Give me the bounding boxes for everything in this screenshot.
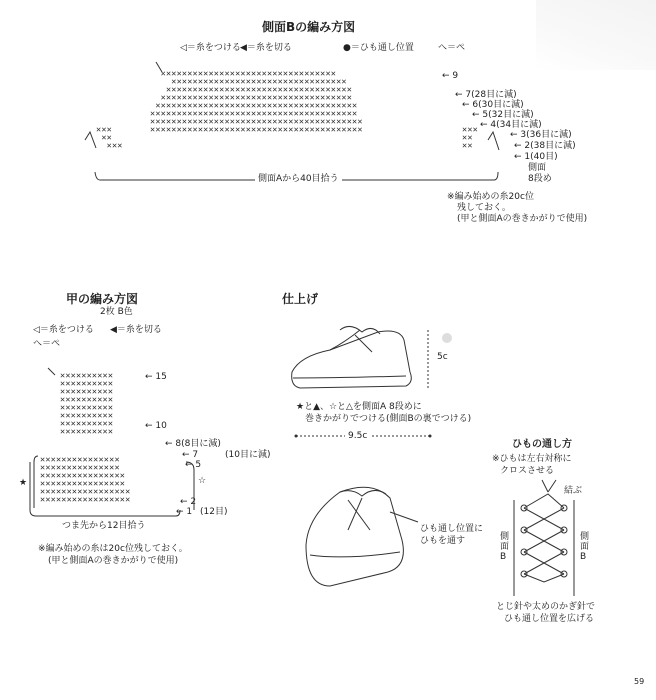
legend-dec: へ＝ペ	[438, 43, 466, 53]
legend-hole: ●＝ひも通し位置	[343, 43, 414, 53]
instep-row-15: ← 15	[145, 372, 167, 382]
lacing-note-1: ひも通し位置に	[420, 524, 484, 534]
instep-row-10: ← 10	[145, 421, 167, 431]
instep-row-7-note: (10目に減)	[225, 450, 271, 460]
lacing-bottom-1: とじ針や太めのかぎ針で	[496, 602, 596, 612]
white-star-mark-icon: ☆	[198, 476, 207, 486]
finish-text-2: 巻きかがりでつける(側面Bの裏でつける)	[305, 414, 472, 424]
legend-cut: ◀＝糸を切る	[240, 43, 292, 53]
row-label-9: ← 9	[442, 71, 459, 81]
instep-sub: 2枚 B色	[100, 307, 133, 317]
instep-row-2: ← 2	[180, 497, 197, 507]
finish-title: 仕上げ	[282, 292, 319, 306]
row-label-1: ← 1(40目)	[514, 152, 558, 162]
instep-legend-dec: へ＝ペ	[33, 339, 61, 349]
instep-row-5: ← 5	[185, 460, 202, 470]
row-label-7: ← 7(28目に減)	[455, 90, 517, 100]
lacing-bottom-2: ひも通し位置を広げる	[504, 614, 595, 624]
side-b-note-3: (甲と側面Aの巻きかがりで使用)	[457, 214, 588, 224]
instep-row-7: ← 7	[182, 450, 199, 460]
side-b-stitch-chart: ✕✕✕✕✕✕✕✕✕✕✕✕✕✕✕✕✕✕✕✕✕✕✕✕✕✕✕✕✕✕✕✕✕ ✕✕✕✕✕✕✕✕✕✕✕✕✕✕✕✕✕✕✕✕✕✕✕✕✕✕✕✕✕✕✕✕✕ ✕✕✕✕✕✕✕✕✕✕✕✕✕✕✕✕✕✕✕✕✕✕✕✕✕✕✕✕✕✕✕✕✕✕✕ ✕✕✕✕✕✕✕✕✕✕✕✕✕✕✕✕✕✕✕✕✕✕✕✕✕✕✕✕✕✕✕✕✕✕✕✕ ✕✕✕✕✕✕✕✕✕✕✕✕✕✕✕✕✕✕✕✕✕✕✕✕✕✕✕✕✕✕✕✕✕✕✕✕✕✕ ✕✕✕✕✕✕✕✕✕✕✕✕✕✕✕✕✕✕✕✕✕✕✕✕✕✕✕✕✕✕✕✕✕✕✕✕✕✕✕ ✕✕✕✕✕✕✕✕✕✕✕✕✕✕✕✕✕✕✕✕✕✕✕✕✕✕✕✕✕✕✕✕✕✕✕✕✕✕✕✕ ✕✕✕✕✕✕✕✕✕✕✕✕✕✕✕✕✕✕✕✕✕✕✕✕✕✕✕✕✕✕✕✕✕✕✕✕✕✕✕✕	[150, 69, 363, 135]
instep-note-1: ※編み始めの糸は20c位残しておく。	[38, 544, 188, 554]
lacing-left-label: 側 面 B	[500, 532, 510, 562]
instep-title: 甲の編み方図	[66, 292, 139, 306]
page-number: 59	[634, 677, 645, 686]
row-label-4: ← 4(34目に減)	[480, 120, 542, 130]
instep-row-1-note: (12目)	[200, 507, 228, 517]
rows-label: 8段め	[528, 174, 552, 184]
instep-stitch-chart-bottom: ✕✕✕✕✕✕✕✕✕✕✕✕✕✕✕ ✕✕✕✕✕✕✕✕✕✕✕✕✕✕✕ ✕✕✕✕✕✕✕✕✕✕✕✕✕✕✕✕ ✕✕✕✕✕✕✕✕✕✕✕✕✕✕✕✕ ✕✕✕✕✕✕✕✕✕✕✕✕✕✕✕✕✕ ✕✕✕✕✕✕✕✕✕✕✕✕✕✕✕✕✕	[40, 455, 131, 505]
side-label: 側面	[528, 163, 547, 173]
instep-row-1: ← 1	[176, 507, 193, 517]
side-b-right-edge: ✕✕✕ ✕✕ ✕✕	[462, 125, 478, 151]
instep-stitch-chart-top: ✕✕✕✕✕✕✕✕✕✕ ✕✕✕✕✕✕✕✕✕✕ ✕✕✕✕✕✕✕✕✕✕ ✕✕✕✕✕✕✕✕✕✕ ✕✕✕✕✕✕✕✕✕✕ ✕✕✕✕✕✕✕✕✕✕ ✕✕✕✕✕✕✕✕✕✕ ✕✕✕✕✕✕✕✕✕✕	[60, 371, 114, 437]
instep-legend-cut: ◀＝糸を切る	[110, 325, 162, 335]
lacing-note-2: ひもを通す	[420, 536, 466, 546]
lacing-title: ひもの通し方	[512, 439, 572, 450]
lacing-rule-2: クロスさせる	[500, 466, 555, 476]
pickup-label: 側面Aから40目拾う	[255, 174, 342, 185]
row-label-3: ← 3(36目に減)	[510, 130, 572, 140]
finish-text-1: ★と▲、☆と△を側面A 8段めに	[296, 402, 422, 412]
lacing-right-label: 側 面 B	[580, 532, 590, 562]
legend-attach: ◁＝糸をつける	[180, 43, 241, 53]
row-label-6: ← 6(30目に減)	[462, 100, 524, 110]
instep-pickup: つま先から12目拾う	[62, 521, 146, 531]
width-label: 9.5c	[345, 431, 370, 442]
star-mark-icon: ★	[19, 478, 28, 488]
side-b-note-1: ※編み始めの糸20c位	[447, 192, 534, 202]
height-label: 5c	[437, 352, 448, 362]
instep-row-8: ← 8(8目に減)	[165, 439, 221, 449]
side-b-left-edge: ✕✕✕ ✕✕ ✕✕✕	[96, 125, 123, 151]
side-b-title: 側面Bの編み方図	[262, 20, 356, 34]
row-label-5: ← 5(32目に減)	[472, 110, 534, 120]
row-label-2: ← 2(38目に減)	[514, 141, 576, 151]
instep-note-2: (甲と側面Aの巻きかがりで使用)	[48, 556, 179, 566]
lacing-rule-1: ※ひもは左右対称に	[492, 454, 572, 464]
side-b-note-2: 残しておく。	[457, 203, 511, 213]
instep-legend-attach: ◁＝糸をつける	[33, 325, 94, 335]
tie-label: 結ぶ	[564, 486, 583, 496]
